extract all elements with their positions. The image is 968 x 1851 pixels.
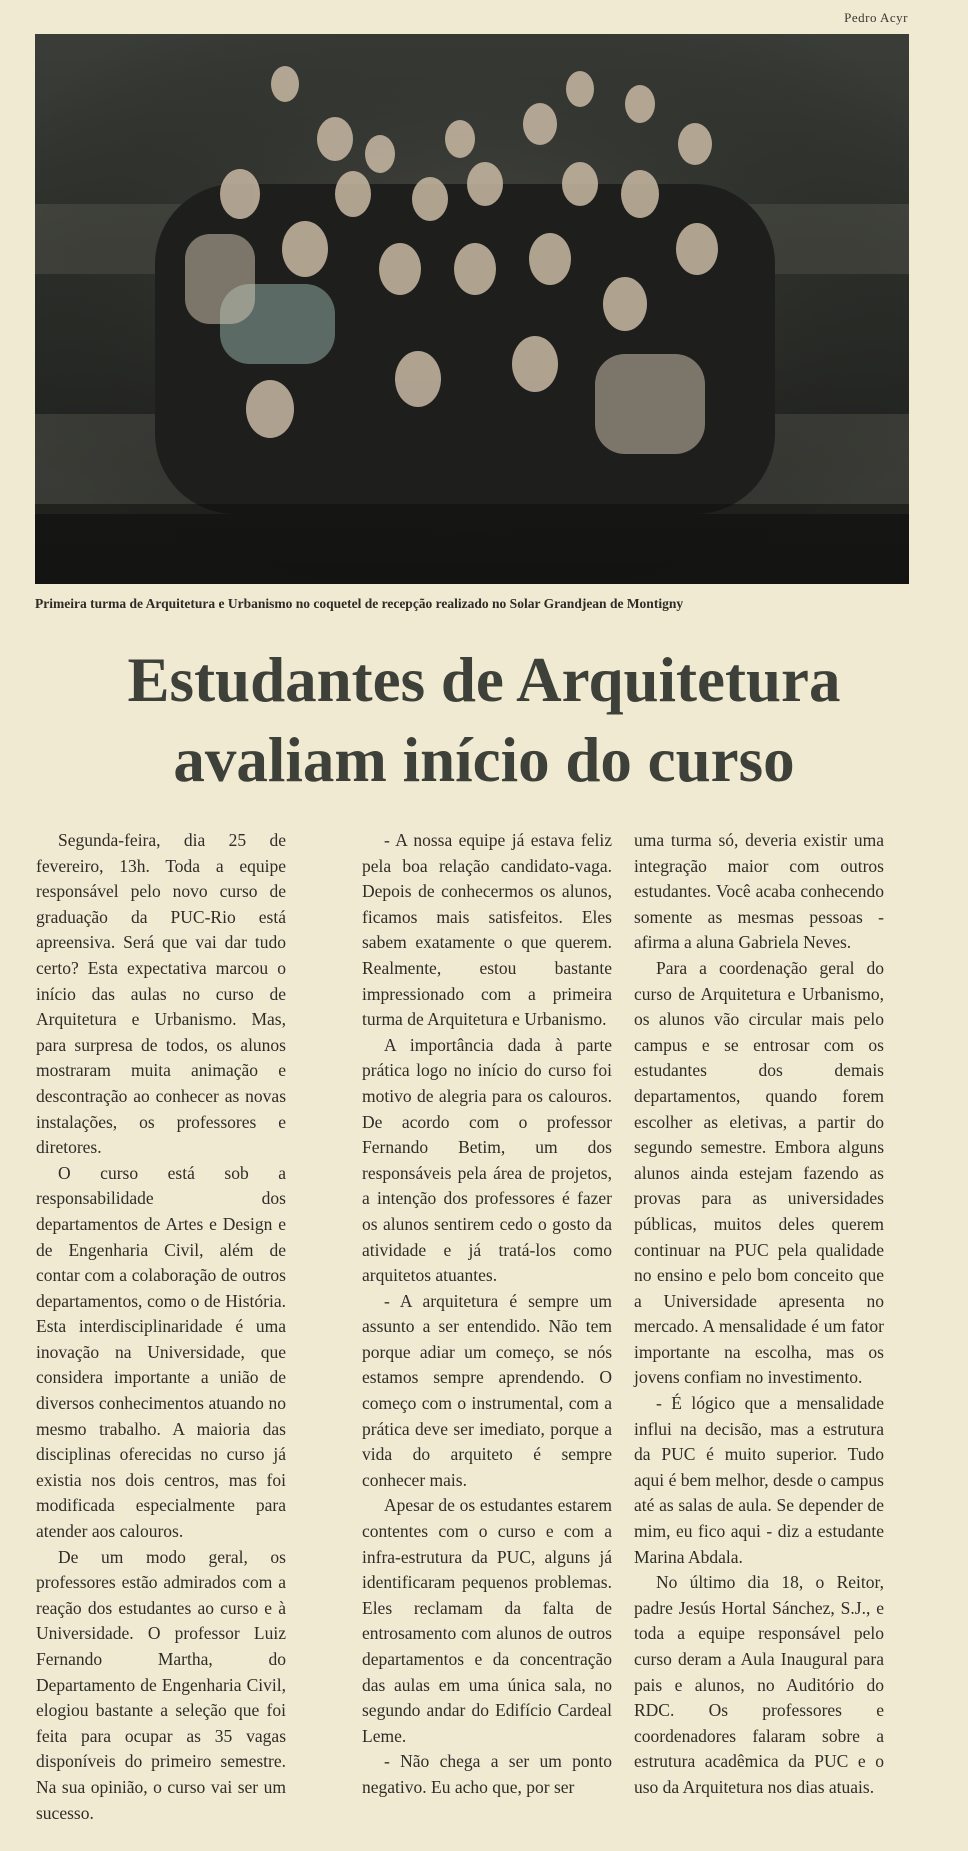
paragraph: uma turma só, deveria existir uma integração maior com outros estudantes. Você acaba conhecendo somente as mesmas pessoas - afirma a aluna Gabriela Neves. xyxy=(634,830,884,953)
paragraph: - A nossa equipe já estava feliz pela boa relação candidato-vaga. Depois de conhecermos os alunos, ficamos mais satisfeitos. Eles sabem exatamente o que querem. Realmente, estou bastante impressionado com a primeira turma de Arquitetura e Urbanismo. xyxy=(362,830,612,1030)
paragraph: - Não chega a ser um ponto negativo. Eu acho que, por ser xyxy=(362,1751,612,1797)
article-headline xyxy=(0,640,968,800)
paragraph: O curso está sob a responsabilidade dos departamentos de Artes e Design e de Engenharia Civil, além de contar com a colaboração de outros departamentos, como o de História. Esta interdisciplinaridade é uma inovação na Universidade, que considera importante a união de diversos conhecimentos atuando no mesmo trabalho. A maioria das disciplinas oferecidas no curso já existia nos dois centros, mas foi modificada especialmente para atender aos calouros. xyxy=(36,1162,286,1542)
paragraph: Apesar de os estudantes estarem contentes com o curso e com a infra-estrutura da PUC, alguns já identificaram pequenos problemas. Eles reclamam da falta de entrosamento com alunos de outros departamentos e da concentração das aulas em uma única sala, no segundo andar do Edifício Cardeal Leme. xyxy=(362,1495,612,1746)
group-photo-icon xyxy=(35,34,909,584)
photo-credit: Pedro Acyr xyxy=(844,10,908,25)
article-column-1 xyxy=(36,828,286,1826)
paragraph: De um modo geral, os professores estão admirados com a reação dos estudantes ao curso e à Universidade. O professor Luiz Fernando Martha, do Departamento de Engenharia Civil, elogiou bastante a seleção que foi feita para ocupar as 35 vagas disponíveis do primeiro semestre. Na sua opinião, o curso vai ser um sucesso. xyxy=(36,1546,286,1823)
paragraph: - A arquitetura é sempre um assunto a ser entendido. Não tem porque adiar um começo, se nós estamos sempre aprendendo. O começo com o instrumental, com a prática deve ser imediato, porque a vida do arquiteto é sempre conhecer mais. xyxy=(362,1290,612,1490)
group-photo xyxy=(35,34,909,584)
paragraph: - É lógico que a mensalidade influi na decisão, mas a estrutura da PUC é muito superior. Tudo aqui é bem melhor, desde o campus até as salas de aula. Se depender de mim, eu fico aqui - diz a estudante Marina Abdala. xyxy=(634,1393,884,1567)
article-column-3 xyxy=(634,828,884,1801)
photo-caption: Primeira turma de Arquitetura e Urbanismo no coquetel de recepção realizado no Solar Grandjean de Montigny xyxy=(35,596,684,611)
paragraph: Segunda-feira, dia 25 de fevereiro, 13h. Toda a equipe responsável pelo novo curso de graduação da PUC-Rio está apreensiva. Será que vai dar tudo certo? Esta expectativa marcou o início das aulas no curso de Arquitetura e Urbanismo. Mas, para surpresa de todos, os alunos mostraram muita animação e descontração ao conhecer as novas instalações, os professores e diretores. xyxy=(36,830,286,1158)
article-column-2 xyxy=(362,828,612,1801)
paragraph: A importância dada à parte prática logo no início do curso foi motivo de alegria para os calouros. De acordo com o professor Fernando Betim, um dos responsáveis pela área de projetos, a intenção dos professores é fazer os alunos sentirem cedo o gosto da atividade e já tratá-los como arquitetos atuantes. xyxy=(362,1034,612,1286)
headline-line-1: Estudantes de Arquitetura xyxy=(127,645,841,715)
paragraph: No último dia 18, o Reitor, padre Jesús Hortal Sánchez, S.J., e toda a equipe responsável pelo curso deram a Aula Inaugural para pais e alunos, no Auditório do RDC. Os professores e coordenadores falaram sobre a estrutura acadêmica da PUC e o uso da Arquitetura nos dias atuais. xyxy=(634,1572,884,1797)
paragraph: Para a coordenação geral do curso de Arquitetura e Urbanismo, os alunos vão circular mais pelo campus e se entrosar com os estudantes dos demais departamentos, quando forem escolher as eletivas, a partir do segundo semestre. Embora alguns alunos ainda estejam fazendo as provas para as universidades públicas, muitos deles querem continuar na PUC pela qualidade no ensino e pelo bom conceito que a Universidade apresenta no mercado. A mensalidade é um fator importante na escolha, mas os jovens confiam no investimento. xyxy=(634,957,884,1388)
headline-line-2: avaliam início do curso xyxy=(173,725,795,795)
